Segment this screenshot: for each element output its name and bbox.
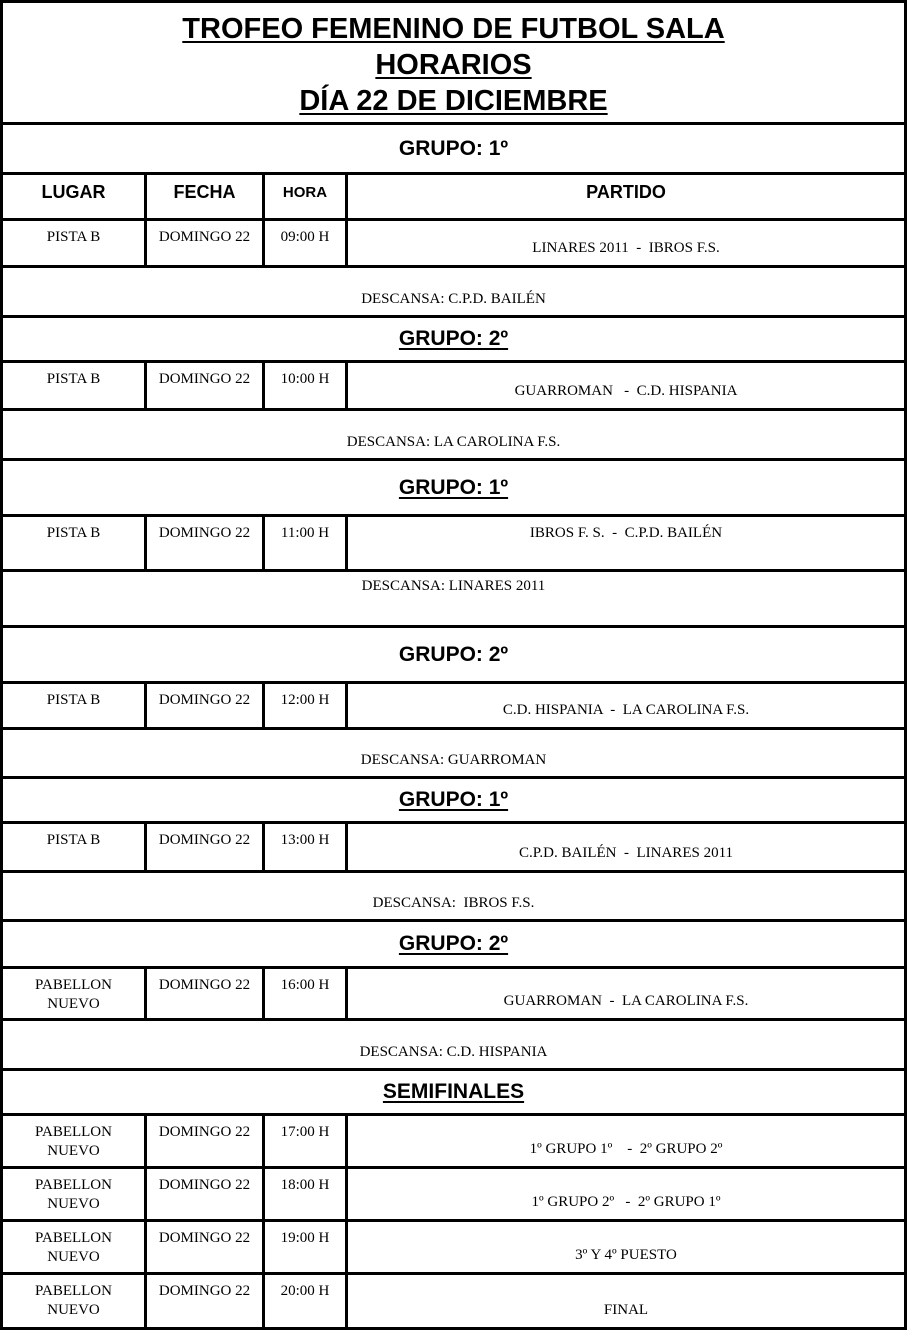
group-heading (3, 122, 904, 172)
match-hora: 19:00 H (265, 1222, 348, 1272)
column-header-fecha: FECHA (147, 175, 265, 218)
group-label: GRUPO: 1º (398, 788, 509, 811)
match-fecha: DOMINGO 22 (147, 221, 265, 265)
match-hora: 12:00 H (265, 684, 348, 727)
rest-team: DESCANSA: LINARES 2011 (361, 578, 546, 594)
match-hora: 17:00 H (265, 1116, 348, 1166)
match-partido (348, 1222, 904, 1272)
match-partido (348, 824, 904, 870)
rest-team: DESCANSA: LA CAROLINA F.S. (346, 434, 561, 450)
match-row (3, 218, 904, 265)
match-partido (348, 969, 904, 1018)
rest-row (3, 265, 904, 315)
match-hora: 13:00 H (265, 824, 348, 870)
match-partido (348, 684, 904, 727)
match-lugar: PABELLON NUEVO (3, 1169, 147, 1219)
match-row (3, 514, 904, 569)
match-partido (348, 517, 904, 569)
match-hora: 09:00 H (265, 221, 348, 265)
match-row (3, 681, 904, 727)
match-partido (348, 1169, 904, 1219)
column-header-partido: PARTIDO (586, 182, 666, 202)
match-hora: 20:00 H (265, 1275, 348, 1327)
match-row (3, 1166, 904, 1219)
rest-team: DESCANSA: C.D. HISPANIA (359, 1044, 548, 1060)
match-teams: C.D. HISPANIA - LA CAROLINA F.S. (502, 702, 750, 718)
rest-row (3, 408, 904, 458)
rest-team: DESCANSA: IBROS F.S. (372, 895, 535, 911)
group-heading (3, 315, 904, 360)
match-lugar: PABELLON NUEVO (3, 1275, 147, 1327)
rest-row (3, 727, 904, 776)
match-row (3, 1272, 904, 1327)
table-header-row (3, 172, 904, 218)
match-fecha: DOMINGO 22 (147, 1222, 265, 1272)
match-lugar: PABELLON NUEVO (3, 969, 147, 1018)
match-row (3, 360, 904, 408)
group-heading (3, 1068, 904, 1113)
title-line-3: DÍA 22 DE DICIEMBRE (299, 85, 608, 117)
match-fecha: DOMINGO 22 (147, 1169, 265, 1219)
match-lugar: PISTA B (3, 363, 147, 408)
match-teams: 1º GRUPO 2º - 2º GRUPO 1º (531, 1194, 721, 1210)
match-fecha: DOMINGO 22 (147, 1116, 265, 1166)
rest-row (3, 870, 904, 919)
schedule-table (3, 122, 904, 1327)
group-heading (3, 919, 904, 966)
match-teams: 1º GRUPO 1º - 2º GRUPO 2º (529, 1141, 723, 1157)
match-lugar: PISTA B (3, 824, 147, 870)
document-title (3, 0, 904, 122)
group-label: GRUPO: 1º (398, 136, 509, 160)
group-heading (3, 776, 904, 821)
group-label: GRUPO: 1º (398, 475, 509, 499)
column-header-lugar: LUGAR (3, 175, 147, 218)
match-fecha: DOMINGO 22 (147, 824, 265, 870)
rest-team: DESCANSA: GUARROMAN (360, 752, 547, 768)
match-teams: 3º Y 4º PUESTO (575, 1247, 677, 1263)
column-header-hora: HORA (265, 175, 348, 218)
match-hora: 16:00 H (265, 969, 348, 1018)
group-heading (3, 625, 904, 681)
rest-row (3, 1018, 904, 1068)
match-row (3, 1219, 904, 1272)
match-lugar: PISTA B (3, 517, 147, 569)
match-partido (348, 1116, 904, 1166)
match-teams: LINARES 2011 - IBROS F.S. (532, 240, 720, 256)
match-fecha: DOMINGO 22 (147, 684, 265, 727)
match-lugar: PISTA B (3, 684, 147, 727)
title-line-2: HORARIOS (375, 49, 532, 81)
match-row (3, 821, 904, 870)
match-row (3, 966, 904, 1018)
match-teams: FINAL (603, 1302, 649, 1318)
match-hora: 18:00 H (265, 1169, 348, 1219)
group-label: SEMIFINALES (382, 1080, 525, 1103)
title-line-1: TROFEO FEMENINO DE FUTBOL SALA (182, 13, 725, 45)
group-label: GRUPO: 2º (398, 642, 509, 666)
match-fecha: DOMINGO 22 (147, 1275, 265, 1327)
group-label: GRUPO: 2º (398, 932, 509, 955)
rest-row (3, 569, 904, 625)
match-fecha: DOMINGO 22 (147, 969, 265, 1018)
match-lugar: PABELLON NUEVO (3, 1222, 147, 1272)
match-lugar: PABELLON NUEVO (3, 1116, 147, 1166)
match-hora: 10:00 H (265, 363, 348, 408)
rest-team: DESCANSA: C.P.D. BAILÉN (361, 291, 546, 307)
match-lugar: PISTA B (3, 221, 147, 265)
match-teams: GUARROMAN - LA CAROLINA F.S. (503, 993, 749, 1009)
match-partido (348, 363, 904, 408)
match-teams: GUARROMAN - C.D. HISPANIA (514, 383, 738, 399)
match-row (3, 1113, 904, 1166)
match-teams: C.P.D. BAILÉN - LINARES 2011 (518, 845, 734, 861)
match-partido (348, 221, 904, 265)
match-teams: IBROS F. S. - C.P.D. BAILÉN (529, 525, 723, 541)
match-fecha: DOMINGO 22 (147, 363, 265, 408)
match-hora: 11:00 H (265, 517, 348, 569)
match-fecha: DOMINGO 22 (147, 517, 265, 569)
match-partido (348, 1275, 904, 1327)
group-label: GRUPO: 2º (398, 327, 509, 350)
group-heading (3, 458, 904, 514)
